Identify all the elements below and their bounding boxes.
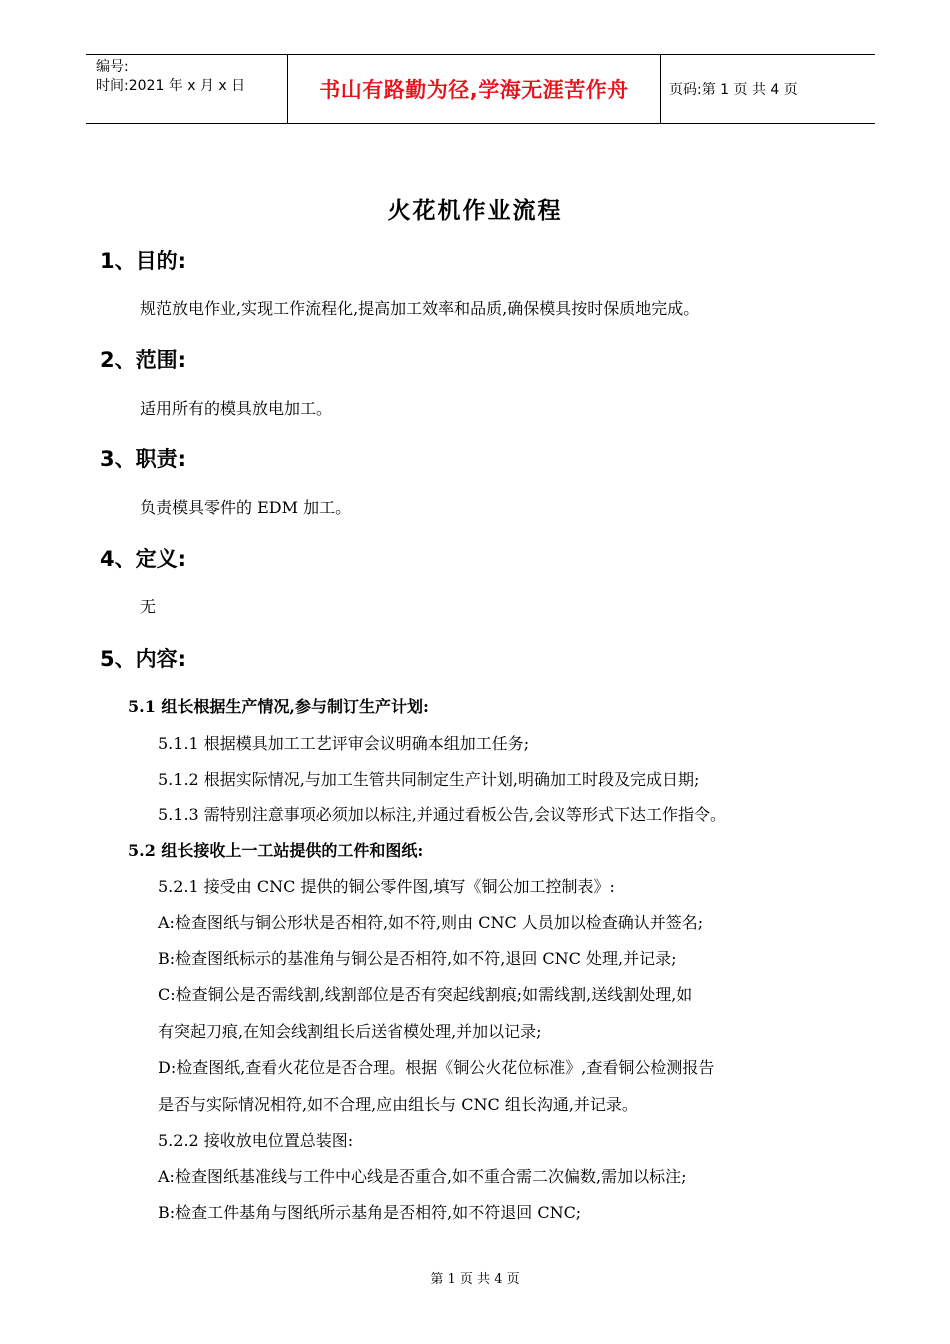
item-5-2-1-d: D:检查图纸,查看火花位是否合理。根据《铜公火花位标准》,查看铜公检测报告 [158,1058,715,1077]
section-text-scope: 适用所有的模具放电加工。 [140,399,333,418]
section-text-responsibility: 负责模具零件的 EDM 加工。 [140,498,352,517]
item-5-2-1: 5.2.1 接受由 CNC 提供的铜公零件图,填写《铜公加工控制表》: [158,877,615,896]
header-divider [660,55,661,123]
item-5-1-1: 5.1.1 根据模具加工工艺评审会议明确本组加工任务; [158,734,530,753]
document-title: 火花机作业流程 [387,198,563,224]
time-label: 时间:2021 年 x 月 x 日 [96,78,246,94]
item-5-1-3: 5.1.3 需特别注意事项必须加以标注,并通过看板公告,会议等形式下达工作指令。 [158,805,726,824]
item-5-2-1-d-cont: 是否与实际情况相符,如不合理,应由组长与 CNC 组长沟通,并记录。 [158,1095,638,1114]
subsection-5-2: 5.2 组长接收上一工站提供的工件和图纸: [128,841,424,860]
item-5-2-1-c: C:检查铜公是否需线割,线割部位是否有突起线割痕;如需线割,送线割处理,如 [158,985,693,1004]
section-text-definition: 无 [140,597,157,616]
subsection-5-1: 5.1 组长根据生产情况,参与制订生产计划: [128,697,429,716]
item-5-2-2-b: B:检查工件基角与图纸所示基角是否相符,如不符退回 CNC; [158,1203,582,1222]
item-5-2-2-a: A:检查图纸基准线与工件中心线是否重合,如不重合需二次偏数,需加以标注; [158,1167,687,1186]
item-5-2-1-c-cont: 有突起刀痕,在知会线割组长后送省模处理,并加以记录; [158,1022,542,1041]
section-heading-content: 5、内容: [100,647,187,671]
item-5-1-2: 5.1.2 根据实际情况,与加工生管共同制定生产计划,明确加工时段及完成日期; [158,770,700,789]
number-label: 编号: [96,59,129,75]
item-5-2-2: 5.2.2 接收放电位置总装图: [158,1131,354,1150]
section-heading-definition: 4、定义: [100,547,187,571]
header-table [86,54,875,124]
page-footer: 第 1 页 共 4 页 [430,1272,520,1287]
section-heading-purpose: 1、目的: [100,249,187,273]
header-motto: 书山有路勤为径,学海无涯苦作舟 [319,78,629,102]
header-meta [96,58,245,96]
header-page-label: 页码:第 1 页 共 4 页 [669,82,798,98]
item-5-2-1-b: B:检查图纸标示的基准角与铜公是否相符,如不符,退回 CNC 处理,并记录; [158,949,677,968]
section-heading-scope: 2、范围: [100,348,187,372]
section-text-purpose: 规范放电作业,实现工作流程化,提高加工效率和品质,确保模具按时保质地完成。 [140,299,700,318]
section-heading-responsibility: 3、职责: [100,447,187,471]
item-5-2-1-a: A:检查图纸与铜公形状是否相符,如不符,则由 CNC 人员加以检查确认并签名; [158,913,704,932]
